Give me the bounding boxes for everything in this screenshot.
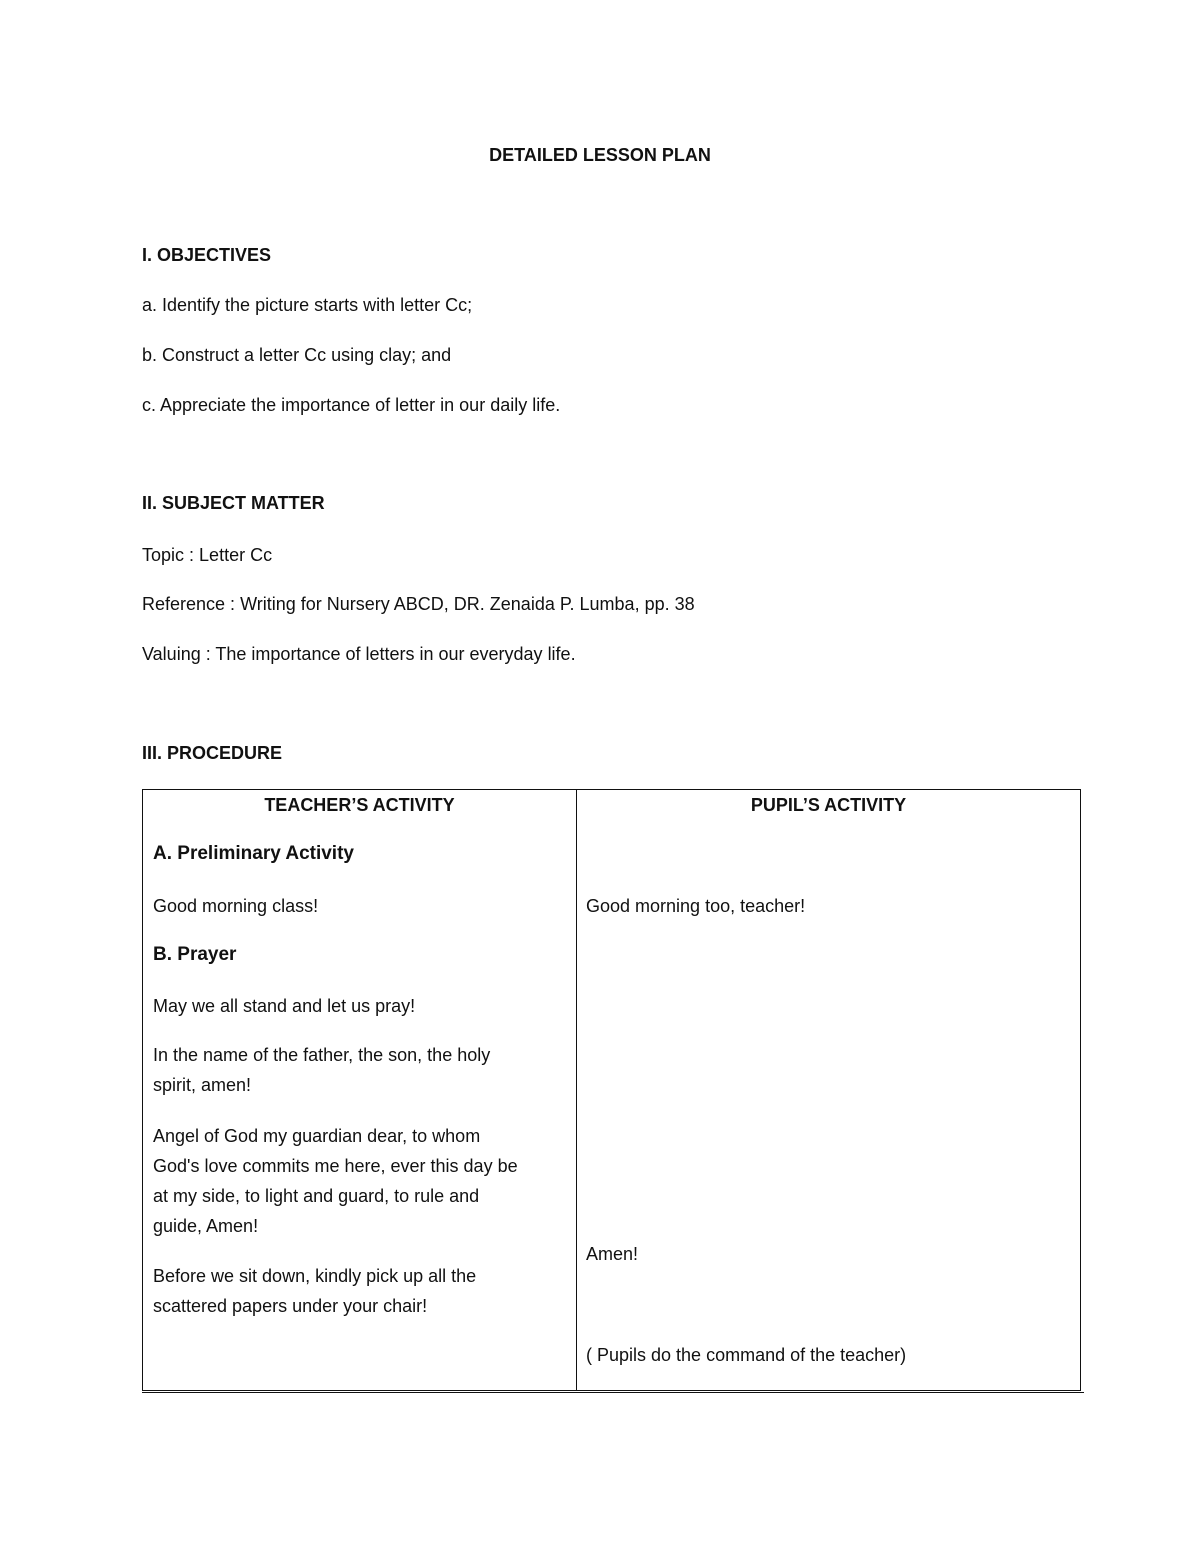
section-preliminary-activity: A. Preliminary Activity	[153, 843, 354, 864]
procedure-heading: III. PROCEDURE	[142, 743, 283, 763]
teacher-greeting: Good morning class!	[153, 896, 319, 916]
valuing-line	[142, 639, 576, 669]
pupil-greeting: Good morning too, teacher!	[586, 896, 806, 916]
angel-prayer-line-4: guide, Amen!	[153, 1216, 259, 1236]
reference-line	[142, 589, 695, 619]
objective-item-a: a. Identify the picture starts with letter Cc;	[142, 295, 473, 315]
angel-prayer-line-3: at my side, to light and guard, to rule and	[153, 1186, 480, 1206]
objectives-heading: I. OBJECTIVES	[142, 245, 272, 265]
topic-value: Letter Cc	[199, 545, 273, 565]
valuing-label: Valuing :	[142, 644, 211, 664]
pick-up-papers-line-2: scattered papers under your chair!	[153, 1296, 428, 1316]
angel-prayer-line-2: God's love commits me here, ever this day be	[153, 1156, 518, 1176]
document-title: DETAILED LESSON PLAN	[489, 145, 711, 165]
pupil-amen: Amen!	[586, 1244, 639, 1264]
objective-item-b: b. Construct a letter Cc using clay; and	[142, 345, 452, 365]
angel-prayer-line-1: Angel of God my guardian dear, to whom	[153, 1126, 481, 1146]
teacher-activity-header: TEACHER’S ACTIVITY	[264, 795, 455, 815]
pick-up-papers-line-1: Before we sit down, kindly pick up all the	[153, 1266, 477, 1286]
topic-line	[142, 540, 272, 570]
teacher-stand-instruction: May we all stand and let us pray!	[153, 996, 416, 1016]
objective-item-c: c. Appreciate the importance of letter in our daily life.	[142, 395, 561, 415]
table-bottom-rule	[142, 1392, 1084, 1393]
procedure-table	[142, 789, 1081, 1391]
sign-of-cross-line-2: spirit, amen!	[153, 1075, 252, 1095]
reference-value: Writing for Nursery ABCD, DR. Zenaida P. Lumba, pp. 38	[240, 594, 695, 614]
section-prayer: B. Prayer	[153, 944, 237, 965]
pupil-activity-header: PUPIL’S ACTIVITY	[750, 795, 907, 815]
reference-label: Reference :	[142, 594, 236, 614]
valuing-value: The importance of letters in our everyday life.	[215, 644, 576, 664]
pupil-command-note: ( Pupils do the command of the teacher)	[586, 1345, 907, 1365]
column-divider	[576, 790, 577, 1390]
subject-matter-heading: II. SUBJECT MATTER	[142, 493, 325, 513]
sign-of-cross-line-1: In the name of the father, the son, the holy	[153, 1045, 491, 1065]
topic-label: Topic :	[142, 545, 195, 565]
